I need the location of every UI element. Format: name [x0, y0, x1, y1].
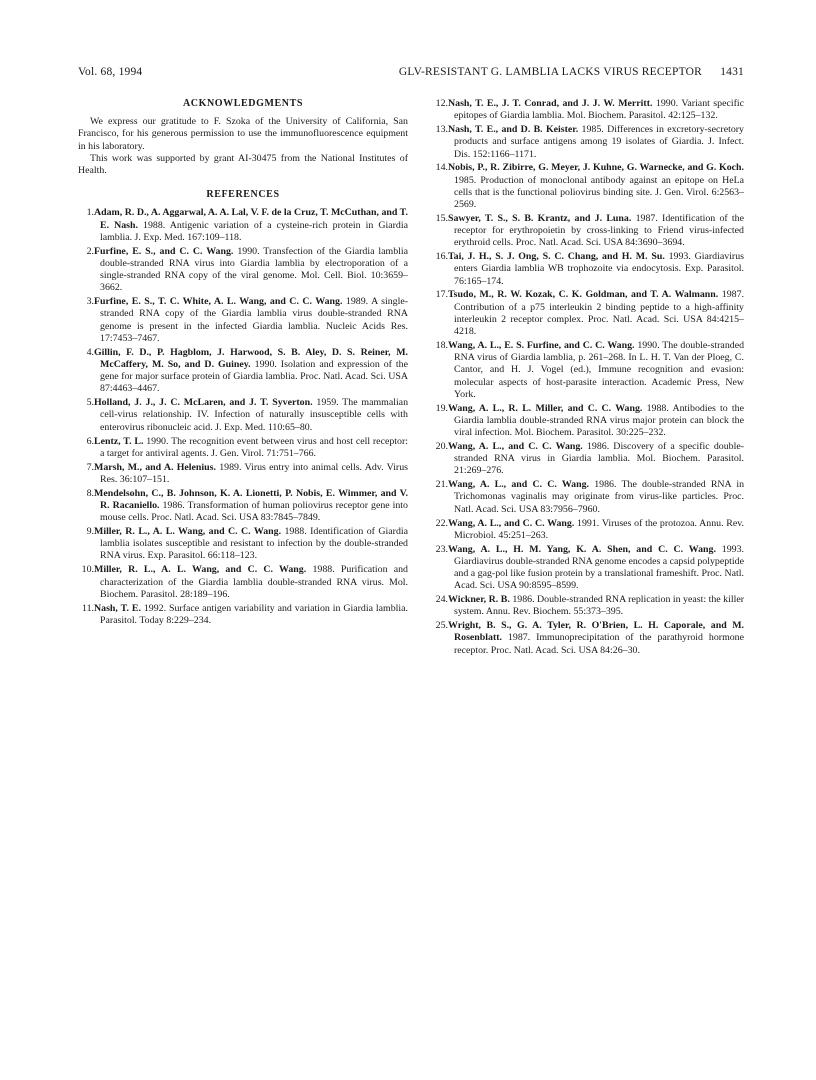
reference-text: 1988. Antibodies to the Giardia lamblia double-stranded RNA virus major protein can block the viral infection. Mol. Biochem. Parasitol. 30:225–232. [454, 402, 744, 439]
reference-authors: Sawyer, T. S., S. B. Krantz, and J. Luna. [448, 212, 632, 224]
reference-authors: Nash, T. E. [94, 602, 141, 614]
reference-authors: Nash, T. E., J. T. Conrad, and J. J. W. Merritt. [448, 98, 653, 109]
reference-item [432, 518, 744, 542]
reference-authors: Wang, A. L., H. M. Yang, K. A. Shen, and C. C. Wang. [448, 543, 716, 555]
reference-item [432, 479, 744, 516]
acknowledgments-paragraph: This work was supported by grant AI-30475 from the National Institutes of Health. [78, 152, 408, 177]
reference-number: 7. [86, 461, 94, 473]
reference-item [432, 441, 744, 478]
reference-text: 1992. Surface antigen variability and variation in Giardia lamblia. Parasitol. Today 8:229–234. [100, 602, 409, 626]
reference-authors: Nobis, P., R. Zibirre, G. Meyer, J. Kuhne, G. Warnecke, and G. Koch. [448, 162, 744, 174]
reference-number: 13. [435, 124, 448, 136]
reference-text: 1986. Double-stranded RNA replication in yeast: the killer system. Annu. Rev. Biochem. 55:373–395. [454, 594, 745, 618]
reference-authors: Nash, T. E., and D. B. Keister. [448, 124, 579, 136]
reference-item [432, 594, 744, 618]
reference-text: 1987. Identification of the receptor for erythropoietin by cross-linking to Friend virus-infected erythroid cells. Proc. Natl. Acad. Sci. USA 84:3690–3694. [454, 212, 744, 249]
volume-label: Vol. 68, 1994 [78, 66, 143, 78]
reference-text: 1989. A single-stranded RNA copy of the Giardia lamblia virus double-stranded RNA genome is present in the infected Giardia lamblia. Nucleic Acids Res. 17:7453–7467. [100, 296, 408, 344]
reference-list-left [78, 207, 408, 627]
reference-text: 1959. The mammalian cell-virus relationship. IV. Infection of naturally insusceptible cells with enterovirus ribonucleic acid. J. Exp. Med. 110:65–80. [100, 397, 409, 433]
reference-item [78, 347, 408, 396]
reference-number: 2. [86, 245, 94, 257]
reference-text: 1991. Viruses of the protozoa. Annu. Rev. Microbiol. 45:251–263. [454, 517, 745, 541]
reference-authors: Furfine, E. S., T. C. White, A. L. Wang, and C. C. Wang. [94, 296, 343, 308]
reference-authors: Tsudo, M., R. W. Kozak, C. K. Goldman, and T. A. Walmann. [448, 289, 719, 301]
reference-text: 1987. Contribution of a p75 interleukin 2 binding peptide to a high-affinity interleukin 2 receptor complex. Proc. Natl. Acad. Sci. USA 84:4215–4218. [454, 289, 744, 338]
reference-number: 15. [435, 212, 448, 224]
reference-item [432, 251, 744, 288]
page-number: 1431 [720, 66, 744, 78]
reference-authors: Tai, J. H., S. J. Ong, S. C. Chang, and H. M. Su. [448, 251, 665, 263]
reference-authors: Miller, R. L., A. L. Wang, and C. C. Wang. [94, 526, 282, 537]
reference-text: 1988. Identification of Giardia lamblia isolates susceptible and resistant to infection by the double-stranded RNA virus. Exp. Parasitol. 66:118–123. [100, 526, 409, 562]
reference-number: 4. [86, 346, 94, 358]
reference-number: 5. [86, 397, 94, 409]
reference-number: 18. [435, 339, 448, 351]
left-column [78, 98, 408, 629]
reference-text: 1990. Variant specific epitopes of Giardia lamblia. Mol. Biochem. Parasitol. 42:125–132. [454, 98, 745, 122]
reference-number: 22. [435, 517, 448, 529]
reference-item [78, 207, 408, 244]
reference-number: 25. [435, 620, 448, 632]
reference-authors: Wang, A. L., and C. C. Wang. [448, 517, 575, 529]
references-title: REFERENCES [206, 189, 280, 201]
reference-authors: Wright, B. S., G. A. Tyler, R. O'Brien, L. H. Caporale, and M. Rosenblatt. [448, 620, 744, 644]
reference-authors: Wang, A. L., and C. C. Wang. [448, 440, 583, 452]
reference-number: 21. [435, 479, 448, 491]
reference-item [78, 526, 408, 563]
page-header [78, 66, 744, 82]
reference-authors: Gillin, F. D., P. Hagblom, J. Harwood, S. B. Aley, D. S. Reiner, M. McCaffery, M. So, and D. Guiney. [94, 346, 408, 370]
reference-item [432, 289, 744, 338]
running-title: GLV-RESISTANT G. LAMBLIA LACKS VIRUS RECEPTOR [398, 66, 702, 78]
reference-text: 1990. The double-stranded RNA virus of Giardia lamblia, p. 261–268. In L. H. T. Van der Ploeg, C. Cantor, and H. J. Vogel (ed.), Immune recognition and evasion: molecular aspects of host-parasite interaction. Academic Press, New York. [454, 339, 745, 400]
reference-item [432, 620, 744, 657]
reference-number: 20. [435, 440, 448, 452]
reference-number: 8. [86, 487, 94, 499]
right-column [432, 98, 744, 659]
reference-authors: Marsh, M., and A. Helenius. [94, 461, 216, 473]
reference-item [78, 436, 408, 460]
reference-item [432, 544, 744, 593]
acknowledgments-title: ACKNOWLEDGMENTS [182, 98, 304, 109]
reference-authors: Wang, A. L., and C. C. Wang. [448, 479, 590, 491]
reference-item [432, 340, 744, 401]
reference-text: 1985. Differences in excretory-secretory products and surface antigens among 19 isolates of Giardia. J. Infect. Dis. 152:1166–1171. [454, 124, 744, 160]
reference-item [432, 162, 744, 211]
reference-authors: Wang, A. L., R. L. Miller, and C. C. Wang. [448, 402, 643, 414]
reference-number: 16. [435, 251, 448, 263]
acknowledgments-paragraph: We express our gratitude to F. Szoka of the University of California, San Francisco, for his generous permission to use the immunofluorescence equipment in his laboratory. [78, 116, 408, 152]
reference-number: 17. [435, 289, 448, 301]
reference-authors: Holland, J. J., J. C. McLaren, and J. T. Syverton. [94, 397, 313, 409]
reference-text: 1985. Production of monoclonal antibody against an epitope on HeLa cells that is the functional poliovirus binding site. J. Gen. Virol. 6:2563–2569. [454, 174, 744, 210]
reference-item [432, 98, 744, 122]
reference-text: 1986. Discovery of a specific double-stranded RNA virus in Giardia lamblia. Mol. Biochem. Parasitol. 21:269–276. [454, 440, 744, 477]
reference-text: 1986. Transformation of human poliovirus receptor gene into mouse cells. Proc. Natl. Acad. Sci. USA 83:7845–7849. [100, 499, 408, 524]
reference-number: 24. [435, 594, 448, 606]
reference-list-right [432, 98, 744, 657]
reference-text: 1989. Virus entry into animal cells. Adv. Virus Res. 36:107–151. [100, 461, 409, 485]
reference-text: 1990. Isolation and expression of the gene for major surface protein of Giardia lamblia. Proc. Natl. Acad. Sci. USA 87:4463–4467. [100, 358, 408, 395]
reference-authors: Furfine, E. S., and C. C. Wang. [94, 245, 234, 257]
reference-authors: Miller, R. L., A. L. Wang, and C. C. Wang. [94, 564, 307, 576]
reference-number: 23. [435, 543, 448, 555]
reference-text: 1990. The recognition event between virus and host cell receptor: a target for antiviral agents. J. Gen. Virol. 71:751–766. [100, 435, 408, 459]
reference-item [78, 397, 408, 434]
reference-text: 1993. Giardiavirus double-stranded RNA genome encodes a capsid polypeptide and a gag-pol like fusion protein by a translational frameshift. Proc. Natl. Acad. Sci. USA 90:8595–8599. [454, 543, 744, 592]
reference-authors: Wickner, R. B. [448, 594, 510, 606]
reference-authors: Wang, A. L., E. S. Furfine, and C. C. Wang. [448, 339, 635, 351]
reference-item [432, 124, 744, 161]
reference-text: 1986. The double-stranded RNA in Trichomonas vaginalis may originate from virus-like particles. Proc. Natl. Acad. Sci. USA 83:7956–7960. [454, 479, 745, 515]
reference-item [78, 462, 408, 486]
reference-number: 19. [435, 402, 448, 414]
reference-text: 1990. Transfection of the Giardia lamblia double-stranded RNA virus into Giardia lamblia by electroporation of a single-stranded RNA copy of the viral genome. Mol. Cell. Biol. 10:3659–3662. [100, 245, 409, 294]
reference-text: 1987. Immunoprecipitation of the parathyroid hormone receptor. Proc. Natl. Acad. Sci. USA 84:26–30. [454, 632, 745, 656]
reference-number: 14. [435, 162, 448, 174]
reference-authors: Lentz, T. L. [94, 435, 144, 447]
reference-item [78, 246, 408, 295]
reference-item [432, 213, 744, 250]
reference-number: 10. [81, 564, 94, 576]
reference-number: 9. [86, 526, 94, 537]
reference-item [432, 403, 744, 440]
reference-number: 3. [86, 296, 94, 308]
reference-authors: Mendelsohn, C., B. Johnson, K. A. Lionetti, P. Nobis, E. Wimmer, and V. R. Racaniello. [94, 487, 408, 511]
reference-item [78, 603, 408, 627]
reference-text: 1993. Giardiavirus enters Giardia lamblia WB trophozoite via endocytosis. Exp. Parasitol. 76:165–174. [454, 251, 744, 287]
reference-text: 1988. Purification and characterization of the Giardia lamblia double-stranded RNA virus. Mol. Biochem. Parasitol. 28:189–196. [100, 564, 408, 600]
reference-number: 6. [86, 435, 94, 447]
reference-item [78, 296, 408, 345]
reference-item [78, 488, 408, 525]
reference-number: 12. [435, 98, 448, 109]
reference-item [78, 564, 408, 601]
reference-number: 1. [86, 207, 94, 219]
reference-text: 1988. Antigenic variation of a cysteine-rich protein in Giardia lamblia. J. Exp. Med. 167:109–118. [100, 219, 408, 243]
reference-authors: Adam, R. D., A. Aggarwal, A. A. Lal, V. F. de la Cruz, T. McCuthan, and T. E. Nash. [94, 207, 408, 231]
reference-number: 11. [82, 602, 94, 614]
